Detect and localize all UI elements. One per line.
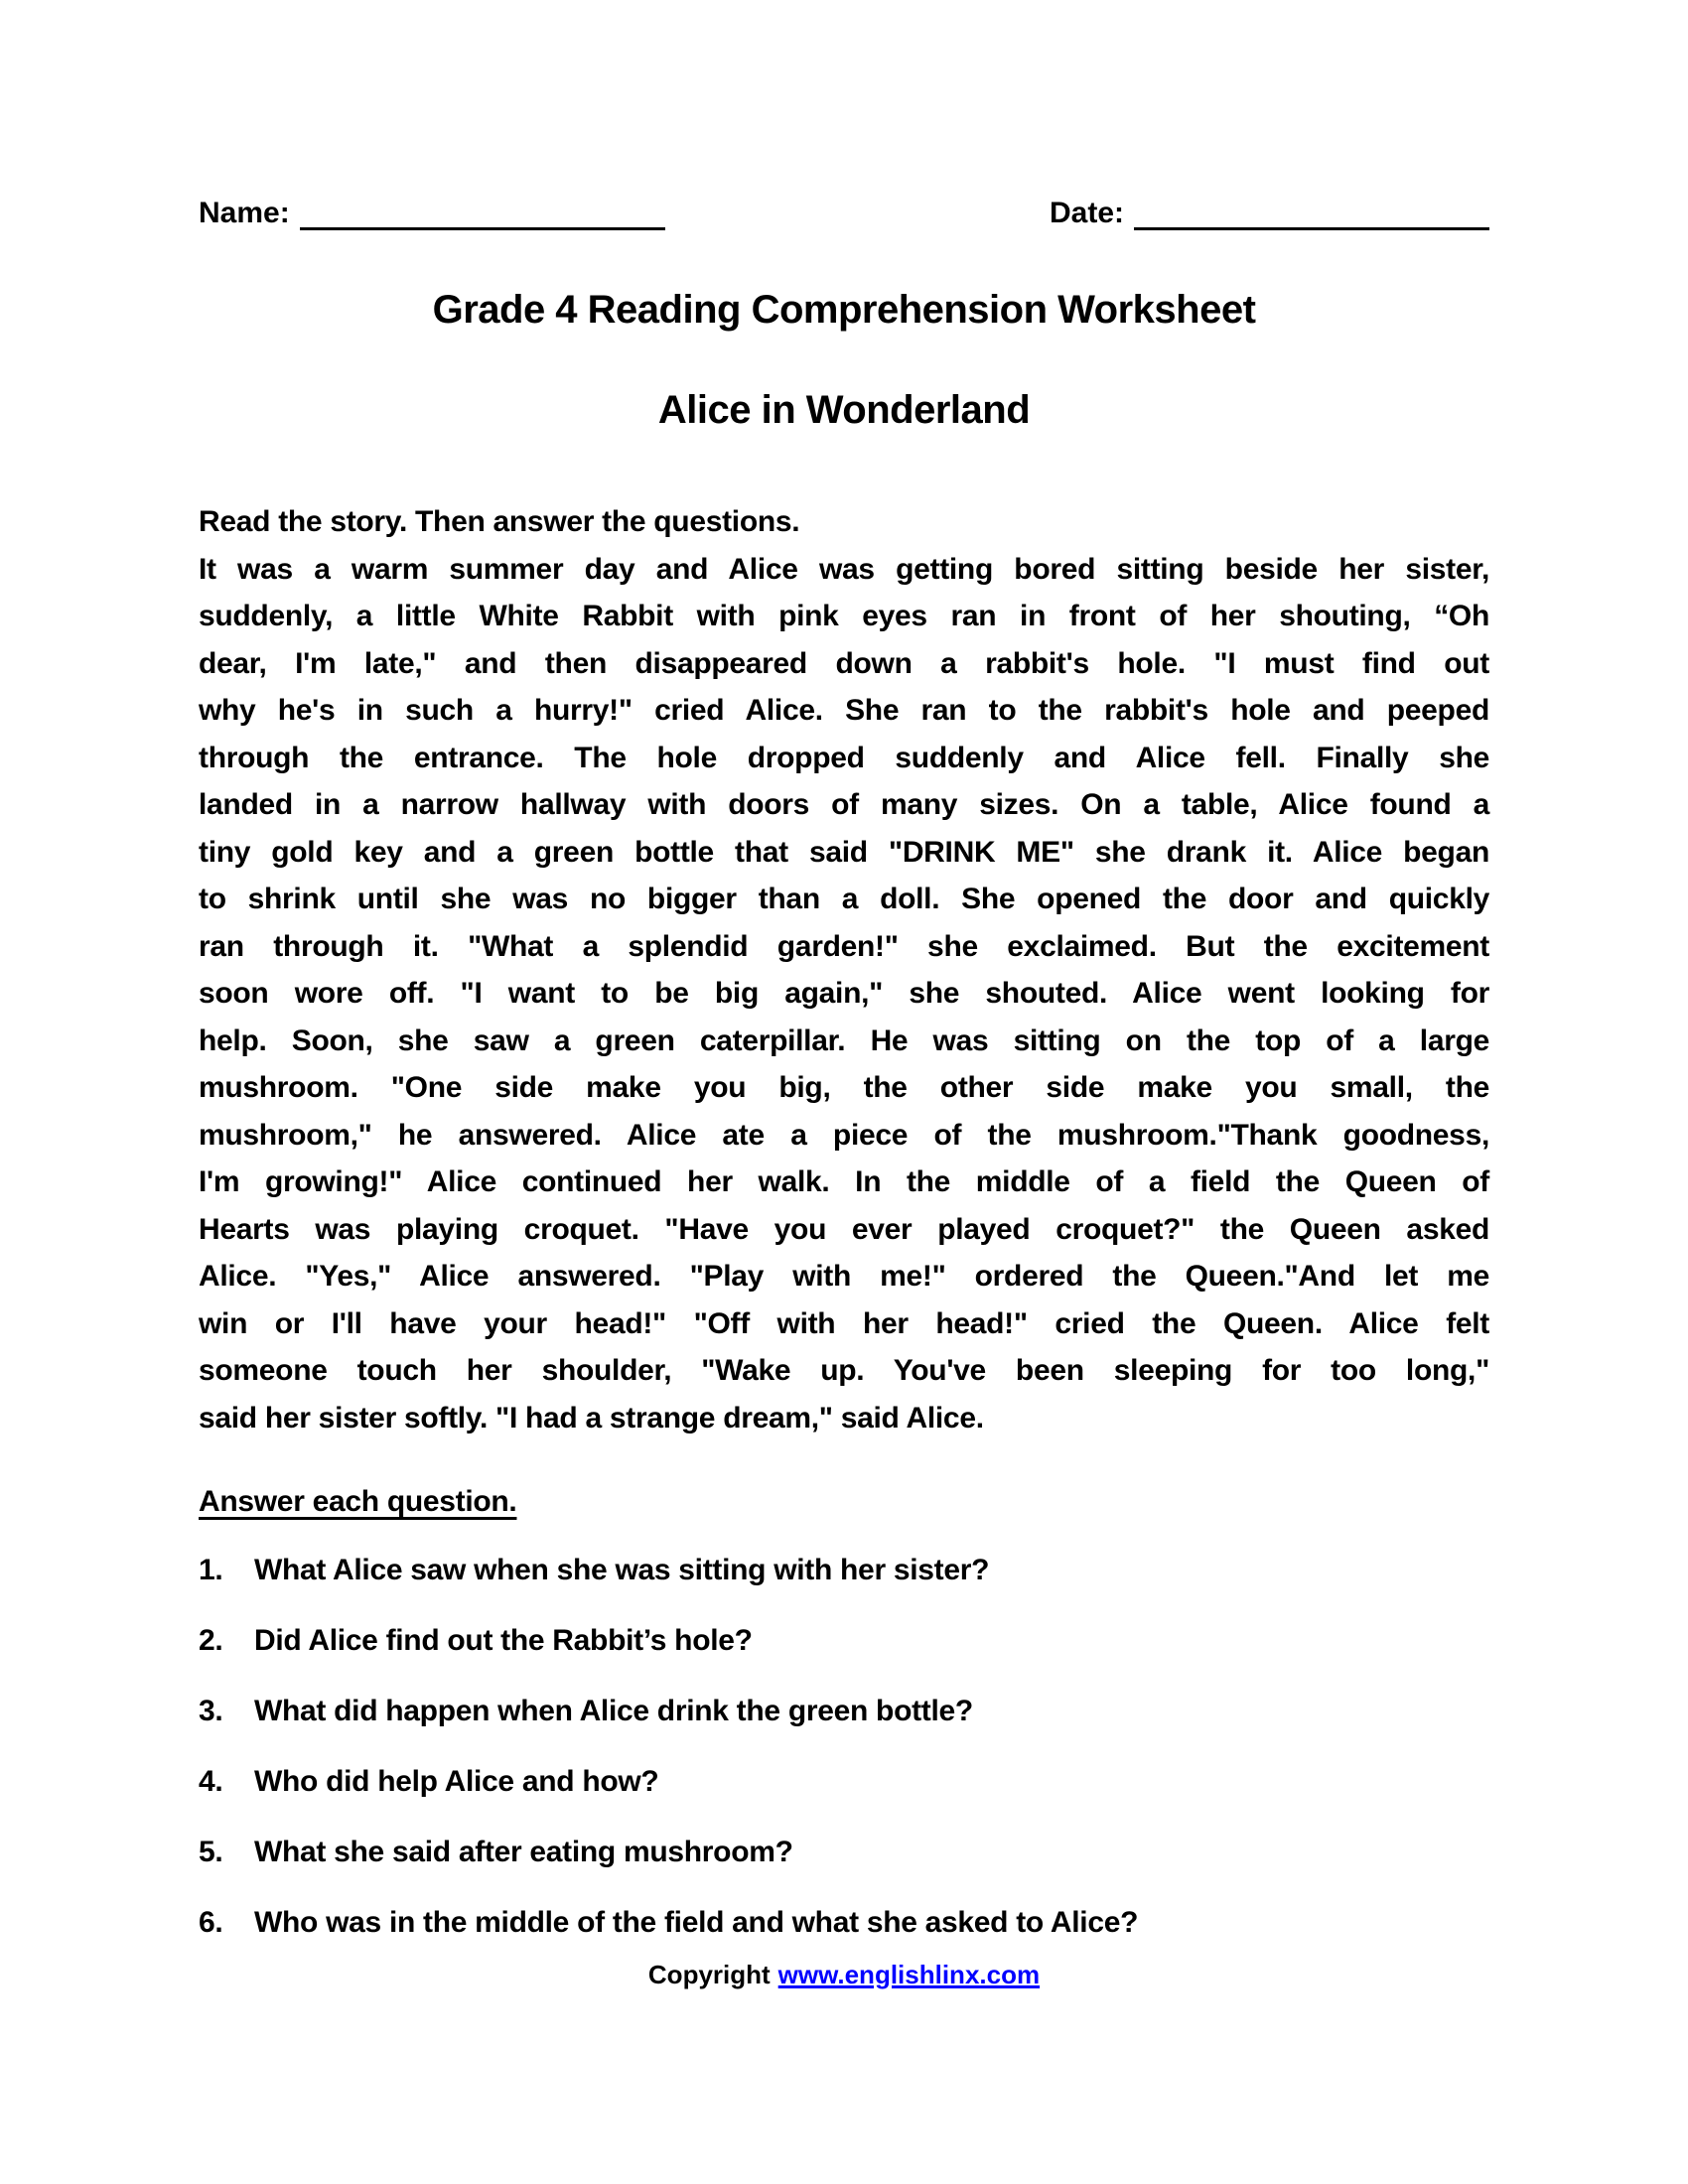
story-line: landed in a narrow hallway with doors of many sizes. On a table, Alice found a	[199, 788, 1489, 821]
copyright-link[interactable]: www.englishlinx.com	[777, 1960, 1041, 1989]
question-item	[199, 1622, 1489, 1660]
question-number: 6.	[199, 1906, 223, 1939]
story-line: to shrink until she was no bigger than a doll. She opened the door and quickly	[199, 883, 1489, 915]
question-item	[199, 1834, 1489, 1871]
question-text: Who was in the middle of the field and what she asked to Alice?	[254, 1906, 1139, 1939]
question-number: 3.	[199, 1695, 223, 1727]
story-line: soon wore off. "I want to be big again," she shouted. Alice went looking for	[199, 977, 1489, 1010]
question-number: 2.	[199, 1624, 223, 1657]
story-line: suddenly, a little White Rabbit with pink eyes ran in front of her shouting, “Oh	[199, 600, 1489, 632]
story-line: ran through it. "What a splendid garden!" she exclaimed. But the excitement	[199, 929, 1489, 963]
story-line: tiny gold key and a green bottle that said "DRINK ME" she drank it. Alice began	[199, 835, 1489, 869]
questions-heading: Answer each question.	[199, 1485, 517, 1518]
story-line: It was a warm summer day and Alice was getting bored sitting beside her sister,	[199, 552, 1489, 586]
page-title: Grade 4 Reading Comprehension Worksheet	[432, 288, 1256, 332]
story-instruction: Read the story. Then answer the questions.	[199, 505, 800, 538]
name-field	[199, 197, 665, 230]
name-label: Name:	[199, 197, 290, 229]
question-number: 1.	[199, 1554, 223, 1586]
story-line: why he's in such a hurry!" cried Alice. She ran to the rabbit's hole and peeped	[199, 694, 1489, 727]
story-line: Hearts was playing croquet. "Have you ever played croquet?" the Queen asked	[199, 1212, 1489, 1246]
date-field	[1050, 197, 1489, 230]
date-label: Date:	[1049, 197, 1124, 229]
copyright-label: Copyright	[647, 1960, 771, 1989]
question-text: What did happen when Alice drink the green bottle?	[254, 1695, 973, 1727]
question-text: What Alice saw when she was sitting with her sister?	[254, 1554, 990, 1586]
story-line: win or I'll have your head!" "Off with her head!" cried the Queen. Alice felt	[199, 1306, 1489, 1340]
story-line: Alice. "Yes," Alice answered. "Play with me!" ordered the Queen."And let me	[199, 1260, 1489, 1293]
question-item	[199, 1904, 1489, 1942]
question-number: 5.	[199, 1836, 223, 1868]
footer	[199, 1960, 1489, 1990]
story-line: dear, I'm late," and then disappeared down a rabbit's hole. "I must find out	[199, 646, 1489, 680]
question-text: What she said after eating mushroom?	[254, 1836, 793, 1868]
story-line: mushroom," he answered. Alice ate a piece of the mushroom."Thank goodness,	[199, 1118, 1489, 1152]
date-blank-line	[1134, 197, 1489, 230]
name-date-row	[199, 191, 1489, 230]
story-line: mushroom. "One side make you big, the other side make you small, the	[199, 1071, 1489, 1104]
question-item	[199, 1552, 1489, 1589]
page-subtitle: Alice in Wonderland	[657, 388, 1031, 432]
story-line: said her sister softly. "I had a strange dream," said Alice.	[199, 1401, 984, 1434]
question-item	[199, 1693, 1489, 1730]
question-text: Did Alice find out the Rabbit’s hole?	[254, 1624, 753, 1657]
story-line: through the entrance. The hole dropped suddenly and Alice fell. Finally she	[199, 741, 1489, 774]
story-block	[199, 498, 1489, 1441]
question-item	[199, 1763, 1489, 1801]
question-number: 4.	[199, 1765, 223, 1798]
name-blank-line	[300, 197, 665, 230]
story-line: someone touch her shoulder, "Wake up. You've been sleeping for too long,"	[199, 1354, 1489, 1387]
story-line: help. Soon, she saw a green caterpillar. He was sitting on the top of a large	[199, 1024, 1489, 1057]
story-line: I'm growing!" Alice continued her walk. In the middle of a field the Queen of	[199, 1165, 1489, 1198]
question-text: Who did help Alice and how?	[254, 1765, 659, 1798]
